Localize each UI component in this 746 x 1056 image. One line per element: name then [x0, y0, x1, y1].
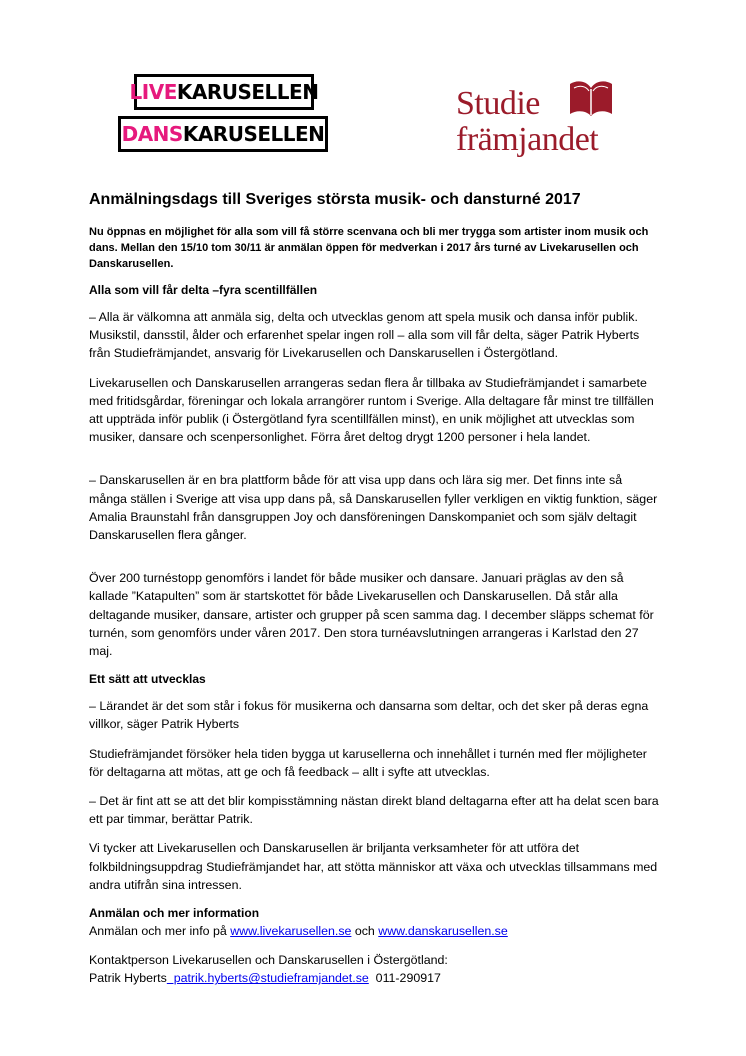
paragraph-5: – Lärandet är det som står i fokus för musikerna och dansarna som deltar, och det sker på deras egna villkor, säger Patrik Hyberts	[89, 699, 649, 732]
lead-paragraph: Nu öppnas en möjlighet för alla som vill få större scenvana och bli mer trygga som artister inom musik och dans. Mellan den 15/10 tom 30/11 är anmälan öppen för medverkan i 2017 års turné av Livekarusellen och Danskarusellen.	[89, 226, 649, 270]
press-release	[89, 190, 659, 988]
paragraph-8: Vi tycker att Livekarusellen och Danskarusellen är briljanta verksamheter för att utföra det folkbildningsuppdrag Studiefrämjandet har, att stötta människor att växa och utvecklas tillsammans med andra utifrån sina intressen.	[89, 841, 658, 892]
contact-name: Patrik Hyberts	[89, 971, 167, 986]
contact-phone: 011-290917	[368, 971, 441, 986]
paragraph-1: – Alla är välkomna att anmäla sig, delta och utvecklas genom att spela musik och dansa inför publik. Musikstil, dansstil, ålder och erfarenhet spelar ingen roll – alla som vill får delta, säger Patrik Hyberts från Studiefrämjandet, ansvarig för Livekarusellen och Danskarusellen i Östergötland.	[89, 310, 640, 361]
paragraph-2: Livekarusellen och Danskarusellen arrangeras sedan flera år tillbaka av Studiefrämjandet i samarbete med fritidsgårdar, föreningar och lokala arrangörer runtom i Sverige. Alla deltagare får minst tre tillfällen att uppträda inför publik (i Östergötland fyra scentillfällen minst), en unik möjlighet att utvecklas som musiker, dansare och scenpersonlighet. Förra året deltog drygt 1200 personer i hela landet.	[89, 375, 654, 445]
section-heading-delta: Alla som vill får delta –fyra scentillfällen	[89, 283, 318, 297]
section-heading-info: Anmälan och mer information	[89, 906, 260, 921]
info-mid: och	[351, 924, 379, 939]
logo-studie-text: Studie	[456, 85, 540, 122]
contact-block	[89, 951, 659, 987]
info-prefix: Anmälan och mer info på	[89, 924, 231, 939]
livekarusellen-link[interactable]: www.livekarusellen.se	[230, 924, 352, 939]
danskarusellen-link[interactable]: www.danskarusellen.se	[378, 924, 508, 939]
info-line	[89, 922, 659, 940]
paragraph-3: – Danskarusellen är en bra plattform både för att visa upp dans och lära sig mer. Det finns inte så många ställen i Sverige att visa upp dans på, så Danskarusellen fyller verkligen en viktig funktion, säger Amalia Braunstahl från dansgruppen Joy och dansföreningen Danskompaniet och som själv deltagit Danskarusellen flera gånger.	[89, 473, 658, 543]
livekarusellen-logo	[129, 74, 319, 110]
open-book-icon	[568, 80, 614, 118]
contact-line: Kontaktperson Livekarusellen och Danskarusellen i Östergötland:	[89, 953, 448, 968]
logo-karusellen-part: KARUSELLEN	[176, 80, 319, 104]
logo-dans-part: DANS	[121, 122, 183, 146]
document-title: Anmälningsdags till Sveriges största musik- och dansturné 2017	[89, 191, 581, 208]
section-heading-utvecklas: Ett sätt att utvecklas	[89, 672, 206, 687]
paragraph-7: – Det är fint att se att det blir kompisstämning nästan direkt bland deltagarna efter att ha delat scen bara ett par timmar, berättar Patrik.	[89, 794, 659, 827]
paragraph-4: Över 200 turnéstopp genomförs i landet för både musiker och dansare. Januari präglas av den så kallade ”Katapulten” som är startskottet för både Livekarusellen och Danskarusellen. Då står alla deltagande musiker, dansare, artister och grupper på scen samma dag. I december släpps schemat för turnén, som genomförs under våren 2017. Den stora turnéavslutningen arrangeras i Karlstad den 27 maj.	[89, 571, 654, 659]
studieframjandet-logo	[456, 80, 616, 164]
logo-framjandet-text: främjandet	[456, 121, 599, 158]
contact-details	[89, 969, 659, 987]
contact-email-link[interactable]: patrik.hyberts@studieframjandet.se	[166, 971, 369, 986]
logo-karusellen-part: KARUSELLEN	[182, 122, 325, 146]
logo-live-part: LIVE	[129, 80, 177, 104]
danskarusellen-logo	[118, 116, 328, 152]
paragraph-6: Studiefrämjandet försöker hela tiden bygga ut karusellerna och innehållet i turnén med fler möjligheter för deltagarna att mötas, att ge och få feedback – allt i syfte att utvecklas.	[89, 746, 647, 779]
